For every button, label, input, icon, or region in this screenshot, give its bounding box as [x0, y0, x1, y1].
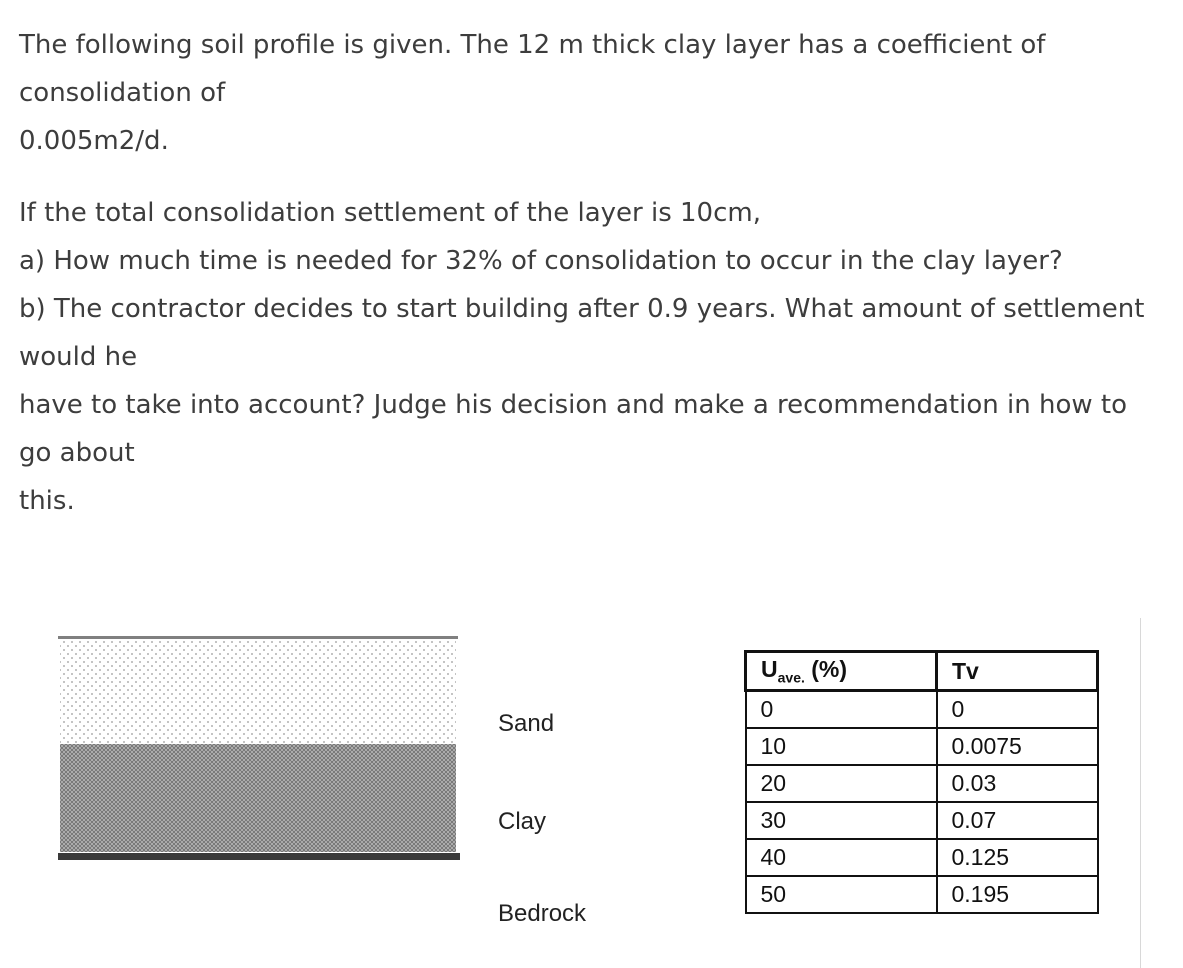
- problem-line-1: The following soil profile is given. The 12 m thick clay layer has a coefficient of: [19, 30, 1046, 60]
- cell-u: 10: [746, 728, 937, 765]
- cell-u: 50: [746, 876, 937, 913]
- header-u-text: U: [761, 656, 778, 683]
- table-row: [746, 691, 1098, 729]
- divider: [1140, 618, 1141, 968]
- header-uave: [746, 652, 937, 691]
- clay-layer: [60, 744, 456, 852]
- table-row: [746, 765, 1098, 802]
- bedrock-label: Bedrock: [498, 900, 587, 927]
- header-u-unit: (%): [804, 656, 848, 683]
- sand-surface-line: [58, 636, 458, 639]
- problem-line-5: a) How much time is needed for 32% of consolidation to occur in the clay layer?: [19, 246, 1063, 276]
- sand-label: Sand: [498, 710, 555, 737]
- header-tv: Tv: [937, 652, 1098, 691]
- cell-tv: 0.125: [937, 839, 1098, 876]
- table-row: [746, 839, 1098, 876]
- clay-label: Clay: [498, 808, 547, 835]
- cell-u: 0: [746, 691, 937, 729]
- table-row: [746, 802, 1098, 839]
- header-u-subscript: ave.: [777, 669, 805, 686]
- problem-line-6: b) The contractor decides to start building after 0.9 years. What amount of settlement: [19, 294, 1145, 324]
- table-row: [746, 728, 1098, 765]
- uave-tv-table: [744, 650, 1099, 914]
- problem-line-9: go about: [19, 438, 135, 468]
- figure: [0, 610, 1183, 968]
- problem-line-2: consolidation of: [19, 78, 226, 108]
- table-header-row: [746, 652, 1098, 691]
- bedrock-line: [58, 853, 460, 860]
- problem-line-8: have to take into account? Judge his decision and make a recommendation in how to: [19, 390, 1127, 420]
- cell-tv: 0.03: [937, 765, 1098, 802]
- cell-tv: 0: [937, 691, 1098, 729]
- cell-u: 40: [746, 839, 937, 876]
- cell-tv: 0.195: [937, 876, 1098, 913]
- soil-profile-diagram: [58, 636, 462, 866]
- problem-line-3: 0.005m2/d.: [19, 126, 169, 156]
- problem-line-10: this.: [19, 486, 75, 516]
- sand-layer: [60, 641, 456, 744]
- cell-u: 30: [746, 802, 937, 839]
- cell-u: 20: [746, 765, 937, 802]
- cell-tv: 0.0075: [937, 728, 1098, 765]
- cell-tv: 0.07: [937, 802, 1098, 839]
- table-row: [746, 876, 1098, 913]
- problem-line-4: If the total consolidation settlement of the layer is 10cm,: [19, 198, 761, 228]
- problem-line-7: would he: [19, 342, 138, 372]
